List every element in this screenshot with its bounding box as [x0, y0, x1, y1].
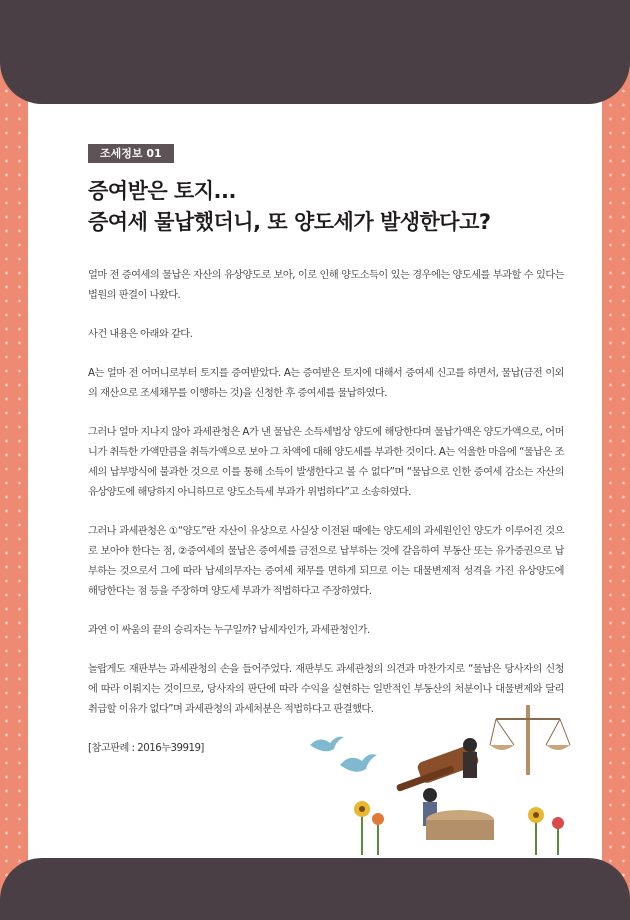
- flower-icon: [372, 813, 384, 855]
- case-reference: [참고판례 : 2016누39919]: [88, 743, 204, 754]
- flower-icon: [552, 817, 564, 855]
- flower-icon: [528, 807, 544, 855]
- paragraph-4: 그러나 얼마 지나지 않아 과세관청은 A가 낸 물납은 소득세법상 양도에 해당한다며 물납가액은 양도가액으로, 어머니가 취득한 가액만큼을 취득가액으로 보아 그 차액에 대해 양도세를 부과한 것이다. A는 억울한 마음에 “물납은 조세의 납부방식에 불과한 것으로 이를 통해 소득이 발생한다고 볼 수 없다”며 “물납으로 인한 증여세 감소는 자산의 유상양도에 해당하지 아니하므로 양도소득세 부과가 위법하다”고 소송하였다.: [88, 427, 564, 498]
- top-header-band: [0, 0, 630, 104]
- paragraph-6: 과연 이 싸움의 끝의 승리자는 누구일까? 납세자인가, 과세관청인가.: [88, 625, 370, 636]
- title-line-1: 증여받은 토지...: [88, 179, 236, 203]
- bird-icon: [340, 754, 377, 771]
- bottom-footer-band: [0, 858, 630, 920]
- bird-icon: [310, 737, 344, 752]
- flower-icon: [354, 801, 370, 855]
- paragraph-2: 사건 내용은 아래와 같다.: [88, 329, 193, 340]
- paragraph-3: A는 얼마 전 어머니로부터 토지를 증여받았다. A는 증여받은 토지에 대해서 증여세 신고를 하면서, 물납(금전 이외의 재산으로 조세채무를 이행하는 것)을 신청한 후 증여세를 물납하였다.: [88, 368, 564, 399]
- article-body: [88, 266, 564, 778]
- court-scale-illustration: [300, 705, 590, 855]
- paragraph-5: 그러나 과세관청은 ①“양도”란 자산이 유상으로 사실상 이전된 때에는 양도세의 과세원인인 양도가 이루어진 것으로 보아야 한다는 점, ②증여세의 물납은 증여세를 금전으로 납부하는 것에 갈음하여 부동산 또는 유가증권으로 납부하는 것으로서 그에 따라 납세의무자는 증여세 채무를 면하게 되므로 이는 대물변제적 성격을 가진 유상양도에 해당한다는 점 등을 주장하며 양도세 부과가 적법하다고 주장하였다.: [88, 526, 564, 597]
- right-dotted-border: [604, 0, 630, 920]
- paragraph-7: 놀랍게도 재판부는 과세관청의 손을 들어주었다. 재판부도 과세관청의 의견과 마찬가지로 “물납은 당사자의 신청에 따라 이뤄지는 것이므로, 당사자의 판단에 따라 수익을 실현하는 일반적인 부동산의 처분이나 대물변제와 달리 취급할 이유가 없다”며 과세관청의 과세처분은 적법하다고 판결했다.: [88, 664, 564, 715]
- paragraph-1: 얼마 전 증여세의 물납은 자산의 유상양도로 보아, 이로 인해 양도소득이 있는 경우에는 양도세를 부과할 수 있다는 법원의 판결이 나왔다.: [88, 270, 564, 301]
- title-line-2: 증여세 물납했더니, 또 양도세가 발생한다고?: [88, 210, 491, 234]
- page-title: [88, 176, 558, 238]
- left-dotted-border: [0, 0, 26, 920]
- section-tag: 조세정보 01: [88, 144, 174, 163]
